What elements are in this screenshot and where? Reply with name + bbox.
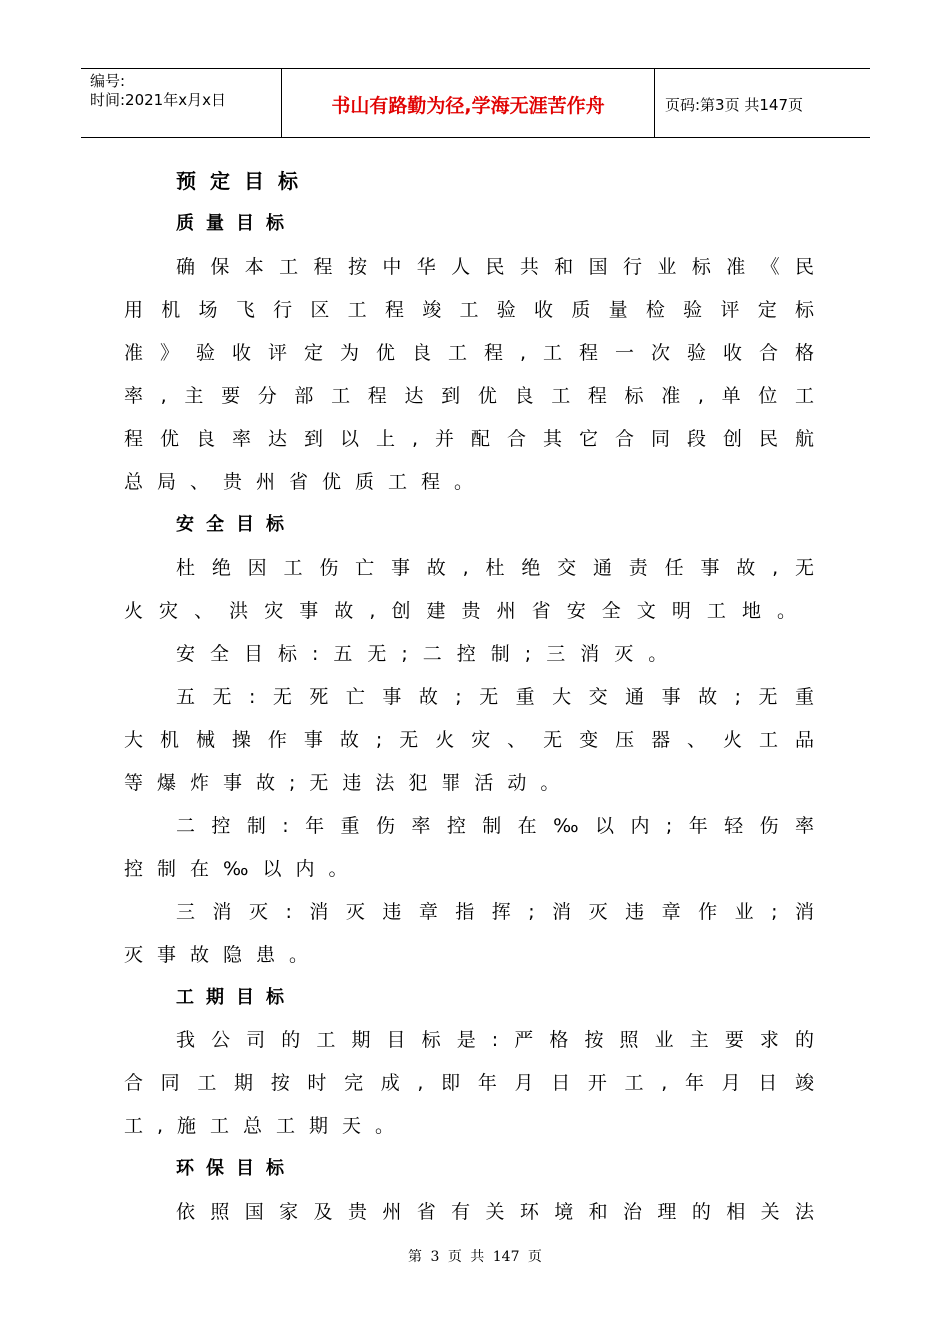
safety-line: 火灾、洪灾事故,创建贵州省安全文明工地。 bbox=[124, 600, 796, 622]
quality-line: 程优良率达到以上,并配合其它合同段创民航 bbox=[124, 428, 814, 450]
env-line: 依照国家及贵州省有关环境和治理的相关法 bbox=[176, 1201, 814, 1223]
section-title: 预定目标 bbox=[176, 169, 312, 193]
document-number-label: 编号: bbox=[90, 72, 126, 90]
safety-line: 控制在‰以内。 bbox=[124, 858, 362, 880]
quality-line: 总局、贵州省优质工程。 bbox=[124, 471, 488, 493]
schedule-line: 合同工期按时完成,即年月日开工,年月日竣 bbox=[124, 1072, 814, 1094]
schedule-line: 工,施工总工期天。 bbox=[124, 1115, 409, 1137]
quality-line: 准》验收评定为优良工程,工程一次验收合格 bbox=[124, 342, 814, 364]
env-heading: 环保目标 bbox=[176, 1158, 296, 1179]
quality-line: 确保本工程按中华人民共和国行业标准《民 bbox=[176, 256, 814, 278]
safety-line: 等爆炸事故;无违法犯罪活动。 bbox=[124, 772, 574, 794]
page-footer: 第 3 页 共 147 页 bbox=[408, 1249, 542, 1265]
safety-line: 三消灭:消灭违章指挥;消灭违章作业;消 bbox=[176, 901, 814, 923]
quality-heading: 质量目标 bbox=[176, 213, 296, 234]
safety-line: 灭事故隐患。 bbox=[124, 944, 323, 966]
safety-line: 二控制:年重伤率控制在‰以内;年轻伤率 bbox=[176, 815, 814, 837]
safety-heading: 安全目标 bbox=[176, 514, 296, 535]
header-motto-cell bbox=[282, 69, 655, 137]
quality-line: 率,主要分部工程达到优良工程标准,单位工 bbox=[124, 385, 814, 407]
header-page-info: 页码:第3页 共147页 bbox=[665, 96, 803, 114]
safety-line: 杜绝因工伤亡事故,杜绝交通责任事故,无 bbox=[176, 557, 814, 579]
safety-line: 安全目标:五无;二控制;三消灭。 bbox=[176, 643, 683, 665]
header-meta-cell bbox=[81, 69, 282, 137]
document-time-label: 时间:2021年x月x日 bbox=[90, 91, 226, 109]
schedule-line: 我公司的工期目标是:严格按照业主要求的 bbox=[176, 1029, 814, 1051]
quality-line: 用机场飞行区工程竣工验收质量检验评定标 bbox=[124, 299, 814, 321]
schedule-heading: 工期目标 bbox=[176, 987, 296, 1008]
safety-line: 大机械操作事故;无火灾、无变压器、火工品 bbox=[124, 729, 814, 751]
safety-line: 五无:无死亡事故;无重大交通事故;无重 bbox=[176, 686, 814, 708]
document-header bbox=[81, 68, 870, 138]
header-motto: 书山有路勤为径,学海无涯苦作舟 bbox=[331, 95, 605, 117]
header-page-cell bbox=[655, 69, 870, 137]
